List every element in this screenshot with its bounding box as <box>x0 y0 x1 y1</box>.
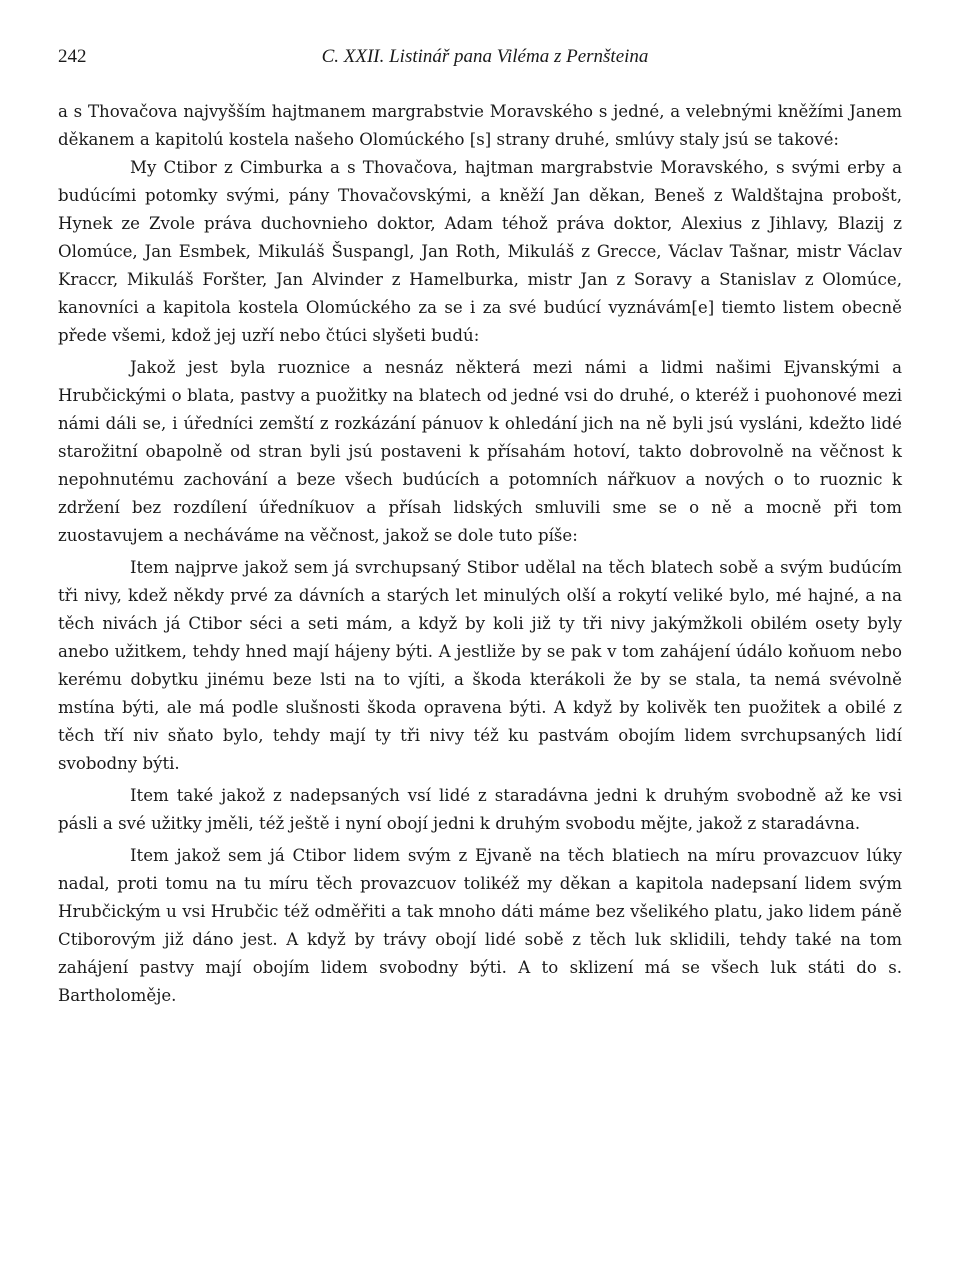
paragraph: Item najprve jakož sem já svrchupsaný Stibor udělal na těch blatech sobě a svým budúcím tři nivy, kdež někdy prvé za dávních a starých let minulých olší a rokytí veliké bylo, mé hajné, a na těch nivách já Ctibor séci a seti mám, a když by koli již ty tři nivy jakýmžkoli obilém osety byly anebo užitkem, tehdy hned mají hájeny býti. A jestliže by se pak v tom zahájení údálo koňuom nebo kerému dobytku jinému beze lsti na to vjíti, a škoda kterákoli že by se stala, ta nemá svévolně mstína býti, ale má podle slušnosti škoda opravena býti. A když by kolivěk ten puožitek a obilé z těch tří niv sňato bylo, tehdy mají ty tři nivy též ku pastvám obojím lidem svrchupsaných lidí svobodny býti. <box>58 558 902 773</box>
page-number: 242 <box>58 46 87 67</box>
paragraph: a s Thovačova najvyšším hajtmanem margrabstvie Moravského s jedné, a velebnými kněžími Janem děkanem a kapitolú kostela našeho Olomúckého [s] strany druhé, smlúvy staly jsú se takové: <box>58 102 902 149</box>
running-title: C. XXII. Listinář pana Viléma z Pernšteina <box>321 46 649 67</box>
paragraph: Item jakož sem já Ctibor lidem svým z Ejvaně na těch blatiech na míru provazcuov lúky nadal, proti tomu na tu míru těch provazcuov tolikéž my děkan a kapitola nadepsaní lidem svým Hrubčickým u vsi Hrubčic též odměřiti a tak mnoho dáti máme bez všelikého platu, jako lidem páně Ctiborovým již dáno jest. A když by trávy obojí lidé sobě z těch luk sklidili, tehdy také na tom zahájení pastvy mají obojím lidem svobodny býti. A to sklizení má se všech luk státi do s. Bartholoměje. <box>58 846 902 1005</box>
running-header <box>58 46 902 76</box>
paragraph: My Ctibor z Cimburka a s Thovačova, hajtman margrabstvie Moravského, s svými erby a budúcími potomky svými, pány Thovačovskými, a kněží Jan děkan, Beneš z Waldštajna probošt, Hynek ze Zvole práva duchovnieho doktor, Adam téhož práva doktor, Alexius z Jihlavy, Blazij z Olomúce, Jan Esmbek, Mikuláš Šuspangl, Jan Roth, Mikuláš z Grecce, Václav Tašnar, mistr Václav Kraccr, Mikuláš Foršter, Jan Alvinder z Hamelburka, mistr Jan z Soravy a Stanislav z Olomúce, kanovníci a kapitola kostela Olomúckého za se i za své budúcí vyznávám[e] tiemto listem obecně přede všemi, kdož jej uzří nebo čtúci slyšeti budú: <box>58 158 902 345</box>
body-text <box>58 98 902 1010</box>
paragraph: Jakož jest byla ruoznice a nesnáz některá mezi námi a lidmi našimi Ejvanskými a Hrubčickými o blata, pastvy a puožitky na blatech od jedné vsi do druhé, o kteréž i puohonové mezi námi dáli se, i úředníci zemští z rozkázání pánuov k ohledání jich na ně byli jsú vysláni, kdežto lidé starožitní obapolně od stran byli jsú postaveni k přísahám hotoví, takto dobrovolně na věčnost k nepohnutému zachování a beze všech budúcích a potomních nářkuov a nových o to ruoznic k zdržení bez rozdílení úředníkuov a přísah lidských smluvili sme se o ně a mocně při tom zuostavujem a necháváme na věčnost, jakož se dole tuto píše: <box>58 358 902 545</box>
paragraph: Item také jakož z nadepsaných vsí lidé z staradávna jedni k druhým svobodně až ke vsi pásli a své užitky jměli, též ještě i nyní obojí jedni k druhým svobodu mějte, jakož z staradávna. <box>58 786 902 833</box>
